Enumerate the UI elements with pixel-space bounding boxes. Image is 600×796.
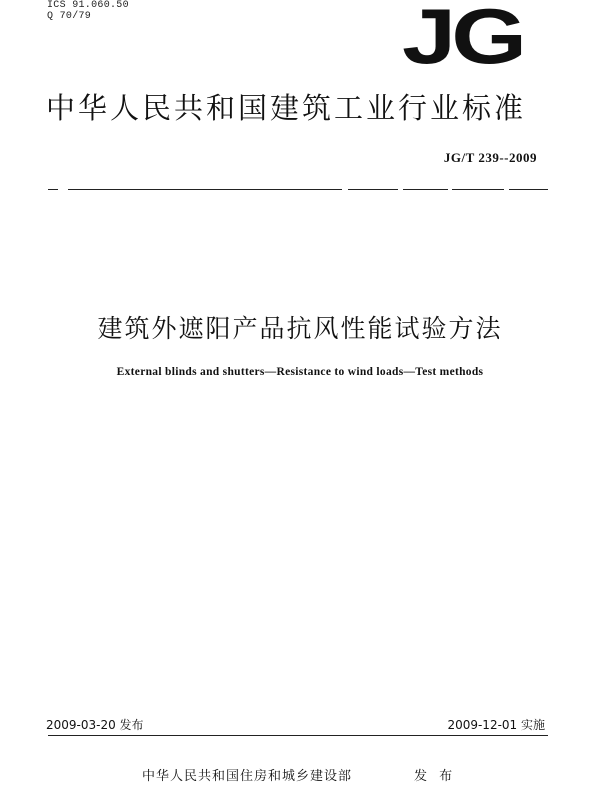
header-divider <box>48 189 548 190</box>
implementation-date: 2009-12-01 实施 <box>447 718 545 732</box>
publish-date: 2009-03-20 发布 <box>46 718 144 732</box>
footer-divider <box>48 735 548 736</box>
jg-logo: JG <box>402 0 523 80</box>
standard-authority-title: 中华人民共和国建筑工业行业标准 <box>46 91 527 125</box>
ccs-code: Q 70/79 <box>47 11 92 22</box>
issuing-ministry: 中华人民共和国住房和城乡建设部 <box>142 769 353 784</box>
standard-number: JG/T 239--2009 <box>443 150 537 165</box>
issue-label: 发 布 <box>414 769 457 784</box>
ics-code: ICS 91.060.50 <box>47 0 129 11</box>
divider-gap <box>58 189 68 190</box>
divider-gap <box>398 189 403 190</box>
divider-gap <box>448 189 452 190</box>
divider-gap <box>342 189 348 190</box>
document-title-english: External blinds and shutters—Resistance to wind loads—Test methods <box>116 366 484 378</box>
divider-gap <box>504 189 509 190</box>
document-title-chinese: 建筑外遮阳产品抗风性能试验方法 <box>97 314 503 343</box>
